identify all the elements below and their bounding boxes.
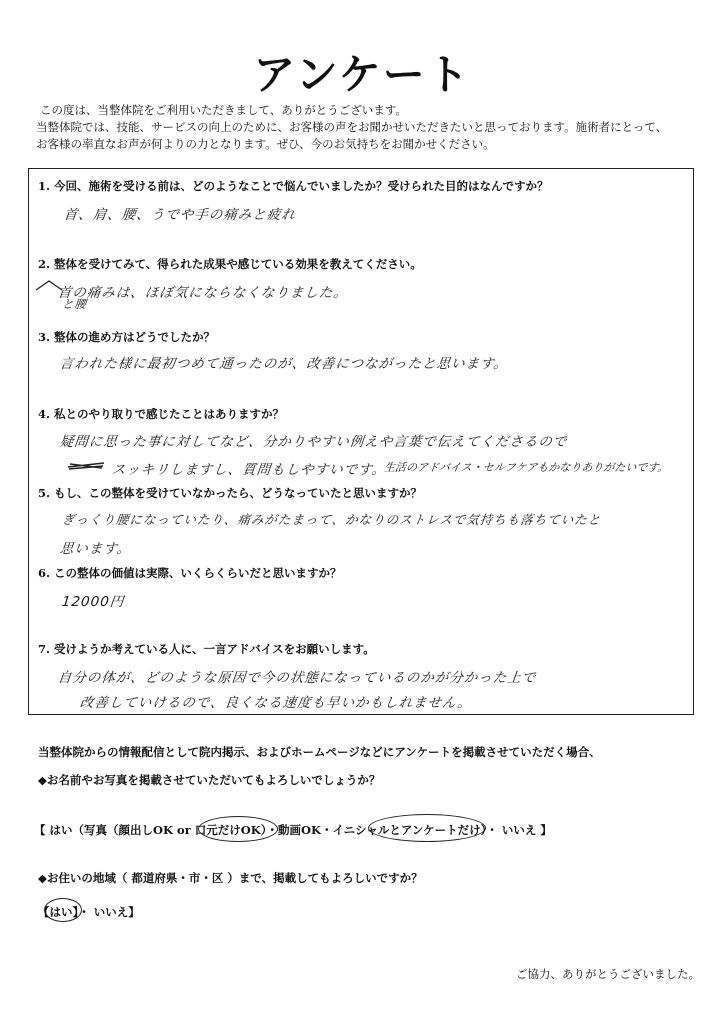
- consent-area-options: 【はい】・ いいえ】: [38, 905, 140, 919]
- strikeout-scribble: [66, 458, 106, 472]
- answer-3: 言われた様に最初つめて通ったのが、改善につながったと思います。: [58, 356, 509, 372]
- consent-photo-options: 【 はい（写真（顔出しOK or 口元だけOK）・動画OK・イニシャルとアンケートだけ）・ いいえ 】: [34, 823, 552, 837]
- question-7: 7. 受けようか考えている人に、一言アドバイスをお願いします。: [38, 642, 375, 656]
- insert-caret-icon: [34, 279, 64, 291]
- question-5: 5. もし、この整体を受けていなかったら、どうなっていたと思いますか？: [38, 486, 423, 500]
- answer-7-line-1: 自分の体が、どのような原因で今の状態になっているのかが分かった上で: [56, 670, 538, 686]
- question-2: 2. 整体を受けてみて、得られた成果や感じている効果を教えてください。: [38, 257, 422, 271]
- consent-question-photo: ◆お名前やお写真を掲載させていただいてもよろしいでしょうか？: [38, 773, 381, 787]
- circled-mouth-only-ok: [198, 816, 278, 842]
- intro-line: 当整体院では、技能、サービスの向上のために、お客様の声をお聞かせいただきたいと思っております。施術者にとって、: [36, 120, 668, 134]
- consent-intro: 当整体院からの情報配信として院内掲示、およびホームページなどにアンケートを掲載させていただく場合、: [38, 745, 601, 759]
- circled-initials-survey-only: [368, 814, 486, 842]
- answer-4-line-1: 疑問に思った事に対してなど、分かりやすい例えや言葉で伝えてくださるので: [58, 434, 569, 450]
- answer-5-line-2: 思います。: [58, 541, 133, 557]
- question-3: 3. 整体の進め方はどうでしたか？: [38, 330, 216, 344]
- answer-2-note: と腰: [61, 297, 88, 311]
- intro-text: [36, 102, 696, 153]
- answer-1: 首、肩、腰、うでや手の痛みと疲れ: [62, 207, 297, 223]
- answer-5-line-1: ぎっくり腰になっていたり、痛みがたまって、かなりのストレスで気持ちも落ちていたと: [61, 512, 603, 527]
- answer-2: 首の痛みは、ほぼ気にならなくなりました。: [56, 285, 349, 301]
- page-title: アンケート: [253, 50, 471, 99]
- question-4: 4. 私とのやり取りで感じたことはありますか？: [38, 407, 285, 421]
- intro-line: この度は、当整体院をご利用いただきまして、ありがとうございます。: [40, 103, 407, 117]
- circled-yes: [44, 898, 82, 922]
- consent-question-area: ◆お住いの地域（ 都道府県・市・区 ）まで、掲載してもよろしいですか？: [38, 871, 423, 885]
- closing-text: ご協力、ありがとうございました。: [516, 967, 700, 981]
- answer-4-line-3: 生活のアドバイス・セルフケアもかなりありがたいです。: [383, 461, 670, 474]
- answer-7-line-2: 改善していけるので、良くなる速度も早いかもしれません。: [78, 695, 473, 711]
- intro-line: お客様の率直なお声が何よりの力となります。ぜひ、今のお気持ちをお聞かせください。: [36, 137, 495, 151]
- answer-4-line-2: スッキリしますし、質問もしやすいです。: [110, 462, 387, 478]
- question-6: 6. この整体の価値は実際、いくらくらいだと思いますか？: [38, 566, 342, 580]
- answer-6: 12000円: [60, 594, 126, 610]
- question-1: 1. 今回、施術を受ける前は、どのようなことで悩んでいましたか？受けられた目的はなんですか？: [38, 179, 549, 193]
